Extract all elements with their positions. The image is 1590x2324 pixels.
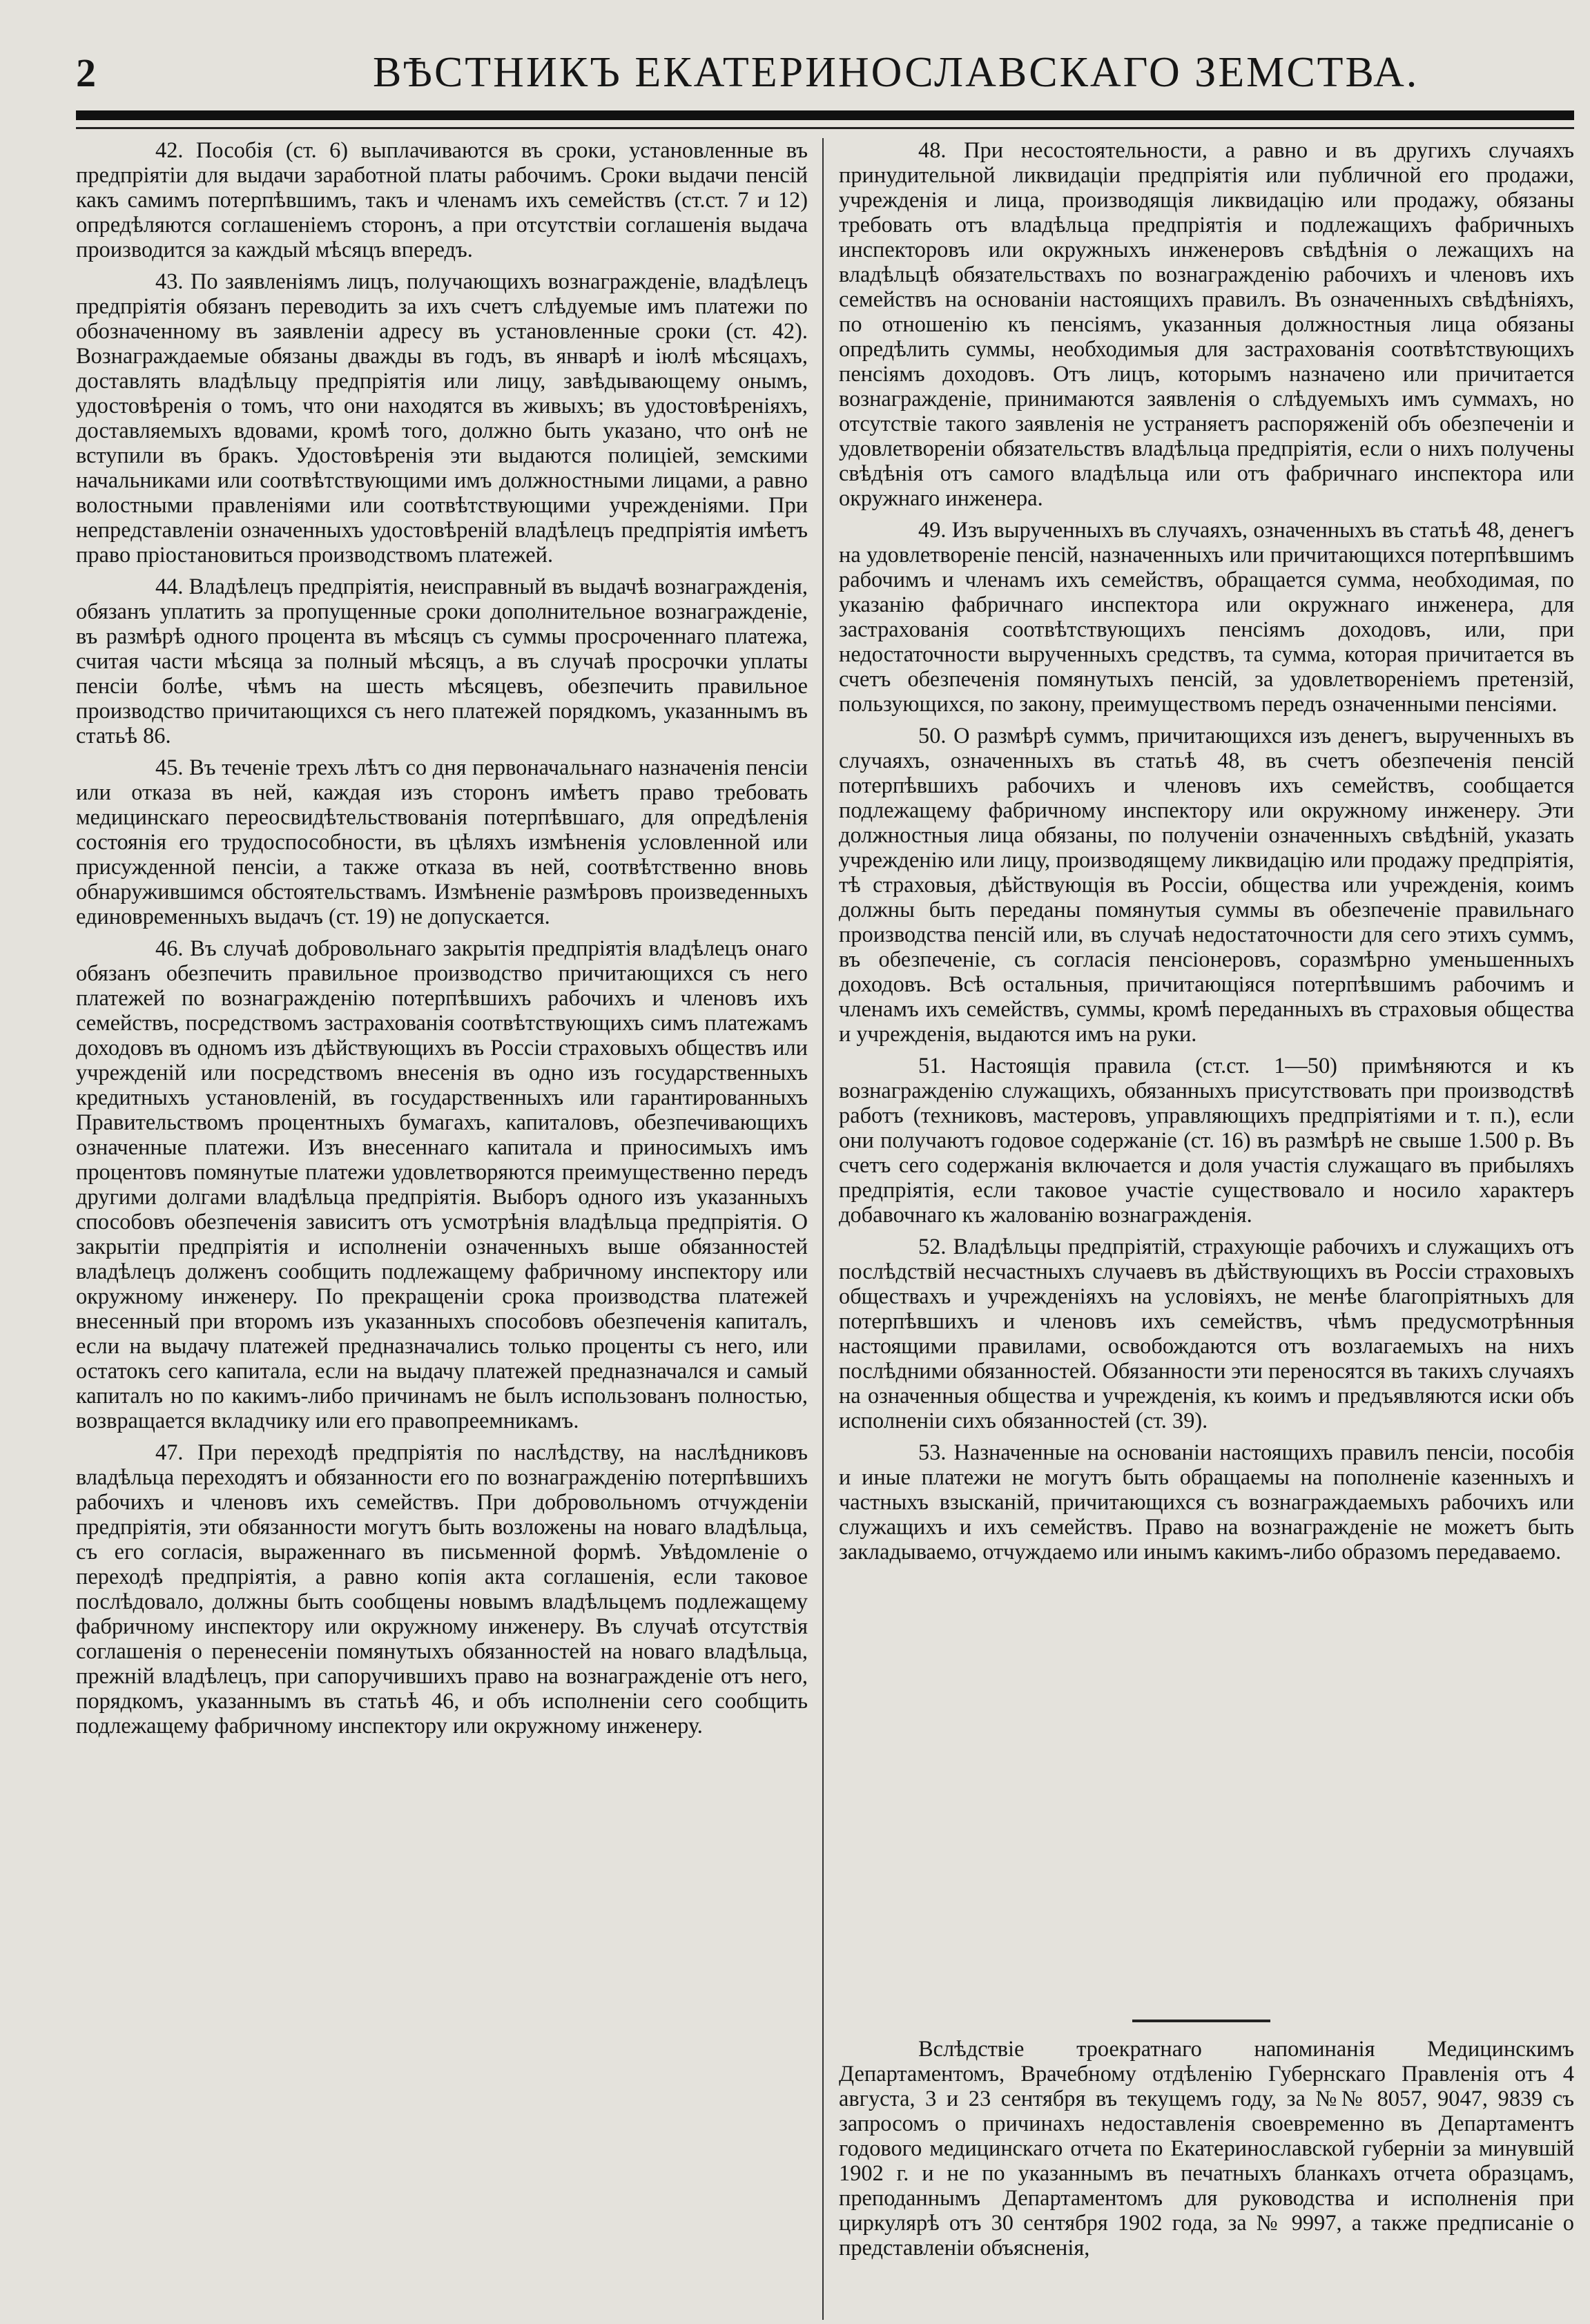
header-rule-thick <box>76 110 1574 120</box>
page-header <box>76 35 1560 110</box>
article-50: 50. О размѣрѣ суммъ, причитающихся изъ денегъ, вырученныхъ въ случаяхъ, означенныхъ въ статьѣ 48, въ счетъ обезпеченія пенсій потерпѣвшихъ рабочихъ и членовъ ихъ семействъ, сообщается подлежащему фабричному инспектору или окружному инженеру. Эти должностныя лица обязаны, по полученіи означенныхъ свѣдѣній, указать учрежденію или лицу, производящему ликвидацію или продажу предпріятія, тѣ страховыя, дѣйствующія въ Россіи, общества или учрежденія, коимъ должны быть переданы помянутыя суммы въ обезпеченіе правильнаго производства пенсій или, въ случаѣ недостаточности для сего этихъ суммъ, въ обезпеченіе, съ согласія пенсіонеровъ, соразмѣрно уменьшенныхъ доходовъ. Всѣ остальныя, причитающіяся потерпѣвшимъ рабочимъ и членамъ ихъ семействъ, суммы, кромѣ переданныхъ въ страховыя общества и учрежденія, выдаются имъ на руки. <box>839 724 1574 1047</box>
left-column <box>76 138 808 2313</box>
column-divider <box>822 138 824 2320</box>
section-separator <box>1132 2020 1270 2022</box>
article-43: 43. По заявленіямъ лицъ, получающихъ вознагражденіе, владѣлецъ предпріятія обязанъ переводить за ихъ счетъ слѣдуемые имъ платежи по обозначенному въ заявленіи адресу въ установленные сроки (ст. 42). Вознаграждаемые обязаны дважды въ годъ, въ январѣ и іюлѣ мѣсяцахъ, доставлять владѣльцу предпріятія или лицу, завѣдывающему онымъ, удостовѣренія о томъ, что они находятся въ живыхъ; въ удостовѣреніяхъ, доставляемыхъ вдовами, кромѣ того, должно быть указано, что онѣ не вступили въ бракъ. Удостовѣренія эти выдаются полиціей, земскими начальниками или соотвѣтствующими имъ должностными лицами, а равно волостными правленіями или соотвѣтствующими учрежденіями. При непредставленіи означенныхъ удостовѣреній владѣлецъ предпріятія имѣетъ право пріостановиться производствомъ платежей. <box>76 269 808 568</box>
notice-section <box>839 2037 1574 2320</box>
article-47: 47. При переходѣ предпріятія по наслѣдству, на наслѣдниковъ владѣльца переходятъ и обязанности его по вознагражденію потерпѣвшихъ рабочихъ и членовъ ихъ семействъ. При добровольномъ отчужденіи предпріятія, эти обязанности могутъ быть возложены на новаго владѣльца, съ его согласія, выраженнаго въ письменной формѣ. Увѣдомленіе о переходѣ предпріятія, а равно копія акта соглашенія, если таковое послѣдовало, должны быть сообщены новымъ владѣльцемъ подлежащему фабричному инспектору или окружному инженеру. Въ случаѣ отсутствія соглашенія о перенесеніи помянутыхъ обязанностей на новаго владѣльца, прежній владѣлецъ, при сапоручившихъ право на вознагражденіе отъ него, порядкомъ, указаннымъ въ статьѣ 46, и объ исполненіи сего сообщить подлежащему фабричному инспектору или окружному инженеру. <box>76 1440 808 1739</box>
running-title: ВѢСТНИКЪ ЕКАТЕРИНОСЛАВСКАГО ЗЕМСТВА. <box>373 49 1419 96</box>
article-53: 53. Назначенные на основаніи настоящихъ правилъ пенсіи, пособія и иные платежи не могутъ быть обращаемы на пополненіе казенныхъ и частныхъ взысканій, причитающихся съ вознаграждаемыхъ рабочихъ или служащихъ и ихъ семействъ. Право на вознагражденіе не можетъ быть закладываемо, отчуждаемо или инымъ какимъ-либо образомъ передаваемо. <box>839 1440 1574 1565</box>
article-42: 42. Пособія (ст. 6) выплачиваются въ сроки, установленные въ предпріятіи для выдачи заработной платы рабочимъ. Сроки выдачи пенсій какъ самимъ потерпѣвшимъ, такъ и членамъ ихъ семействъ (ст.ст. 7 и 12) опредѣляются соглашеніемъ сторонъ, а при отсутствіи соглашенія выдача производится за каждый мѣсяцъ впередъ. <box>76 138 808 262</box>
header-rule-thin <box>76 127 1574 129</box>
article-44: 44. Владѣлецъ предпріятія, неисправный въ выдачѣ вознагражденія, обязанъ уплатить за пропущенные сроки дополнительное вознагражденіе, въ размѣрѣ одного процента въ мѣсяцъ съ суммы просроченнаго платежа, считая части мѣсяца за полный мѣсяцъ, а въ случаѣ просрочки уплаты пенсіи болѣе, чѣмъ на шесть мѣсяцевъ, обезпечить правильное производство причитающихся съ него платежей порядкомъ, указаннымъ въ статьѣ 86. <box>76 574 808 748</box>
article-45: 45. Въ теченіе трехъ лѣтъ со дня первоначальнаго назначенія пенсіи или отказа въ ней, каждая изъ сторонъ имѣетъ право требовать медицинскаго переосвидѣтельствованія потерпѣвшаго, для опредѣленія состоянія его трудоспособности, въ цѣляхъ измѣненія условленной или присужденной пенсіи, а также отказа въ ней, соотвѣтственно вновь обнаружившимся обстоятельствамъ. Измѣненіе размѣровъ произведенныхъ единовременныхъ выдачъ (ст. 19) не допускается. <box>76 755 808 929</box>
article-46: 46. Въ случаѣ добровольнаго закрытія предпріятія владѣлецъ онаго обязанъ обезпечить правильное производство причитающихся съ него платежей по вознагражденію потерпѣвшихъ рабочихъ и членовъ ихъ семействъ, посредствомъ застрахованія соотвѣтствующихъ симъ платежамъ доходовъ въ одномъ изъ дѣйствующихъ въ Россіи страховыхъ обществъ или учрежденій или посредствомъ внесенія въ одно изъ государственныхъ кредитныхъ установленій, въ государственныхъ или гарантированныхъ Правительствомъ процентныхъ бумагахъ, капиталовъ, обезпечивающихъ означенные платежи. Изъ внесеннаго капитала и приносимыхъ имъ процентовъ помянутые платежи удовлетворяются преимущественно передъ другими долгами владѣльца предпріятія. Выборъ одного изъ указанныхъ способовъ обезпеченія зависитъ отъ усмотрѣнія владѣльца предпріятія. О закрытіи предпріятія и исполненіи означенныхъ выше обязанностей владѣлецъ долженъ сообщить подлежащему фабричному инспектору или окружному инженеру. По прекращеніи срока производства платежей внесенный при второмъ изъ указанныхъ способовъ обезпеченія капиталъ, если на выдачу платежей предназначались только проценты съ него, или остатокъ сего капитала, если на выдачу платежей предназначался и самый капиталъ но по какимъ-либо причинамъ не былъ использованъ полностью, возвращается вкладчику или его правопреемникамъ. <box>76 936 808 1433</box>
right-column <box>839 138 1574 2313</box>
page-number: 2 <box>76 50 96 95</box>
article-52: 52. Владѣльцы предпріятій, страхующіе рабочихъ и служащихъ отъ послѣдствій несчастныхъ случаевъ въ дѣйствующихъ въ Россіи страховыхъ обществахъ и учрежденіяхъ на условіяхъ, не менѣе благопріятныхъ для потерпѣвшихъ и членовъ ихъ семействъ, чѣмъ предусмотрѣнныя настоящими правилами, освобождаются отъ возлагаемыхъ на нихъ послѣдними обязанностей. Обязанности эти переносятся въ такихъ случаяхъ на означенныя общества и учрежденія, къ коимъ и предъявляются иски объ исполненіи сихъ обязанностей (ст. 39). <box>839 1234 1574 1433</box>
notice-paragraph: Вслѣдствіе троекратнаго напоминанія Медицинскимъ Департаментомъ, Врачебному отдѣленію Губернскаго Правленія отъ 4 августа, 3 и 23 сентября въ текущемъ году, за №№ 8057, 9047, 9839 съ запросомъ о причинахъ недоставленія своевременно въ Департаментъ годового медицинскаго отчета по Екатеринославской губерніи за минувшій 1902 г. и не по указаннымъ въ печатныхъ бланкахъ отчета образцамъ, преподаннымъ Департаментомъ для руководства и исполненія при циркулярѣ отъ 30 сентября 1902 года, за № 9997, а также предписаніе о представленіи объясненія, <box>839 2037 1574 2260</box>
article-48: 48. При несостоятельности, а равно и въ другихъ случаяхъ принудительной ликвидаціи предпріятія или публичной его продажи, учрежденія и лица, производящія ликвидацію или продажу, обязаны требовать отъ владѣльца предпріятія и подлежащихъ фабричныхъ инспекторовъ или окружныхъ инженеровъ свѣдѣнія о лежащихъ на владѣльцѣ обязательствахъ по вознагражденію рабочихъ и членовъ ихъ семействъ на основаніи настоящихъ правилъ. Въ означенныхъ свѣдѣніяхъ, по отношенію къ пенсіямъ, указанныя должностныя лица обязаны опредѣлить суммы, необходимыя для застрахованія соотвѣтствующихъ пенсіямъ доходовъ. Отъ лицъ, которымъ назначено или причитается вознагражденіе, принимаются заявленія о слѣдуемыхъ имъ суммахъ, но отсутствіе такого заявленія не устраняетъ распоряженій объ обезпеченіи и удовлетвореніи обязательствъ владѣльца предпріятія, если о нихъ получены свѣдѣнія отъ самого владѣльца или отъ фабричнаго инспектора или окружнаго инженера. <box>839 138 1574 511</box>
article-49: 49. Изъ вырученныхъ въ случаяхъ, означенныхъ въ статьѣ 48, денегъ на удовлетвореніе пенсій, назначенныхъ или причитающихся потерпѣвшимъ рабочимъ и членамъ ихъ семействъ, обращается сумма, необходимая, по указанію фабричнаго инспектора или окружнаго инженера, для застрахованія соотвѣтствующихъ пенсіямъ доходовъ, или, при недостаточности вырученныхъ средствъ, та сумма, которая причитается въ счетъ обезпеченія помянутыхъ пенсій, за удовлетвореніемъ претензій, пользующихся, по закону, преимуществомъ передъ означенными пенсіями. <box>839 518 1574 717</box>
article-51: 51. Настоящія правила (ст.ст. 1—50) примѣняются и къ вознагражденію служащихъ, обязанныхъ присутствовать при производствѣ работъ (техниковъ, мастеровъ, управляющихъ предпріятіями и т. п.), если они получаютъ годовое содержаніе (ст. 16) въ размѣрѣ не свыше 1.500 р. Въ счетъ сего содержанія включается и доля участія служащаго въ прибыляхъ предпріятія, если таковое участіе существовало и носило характеръ добавочнаго къ жалованію вознагражденія. <box>839 1054 1574 1228</box>
